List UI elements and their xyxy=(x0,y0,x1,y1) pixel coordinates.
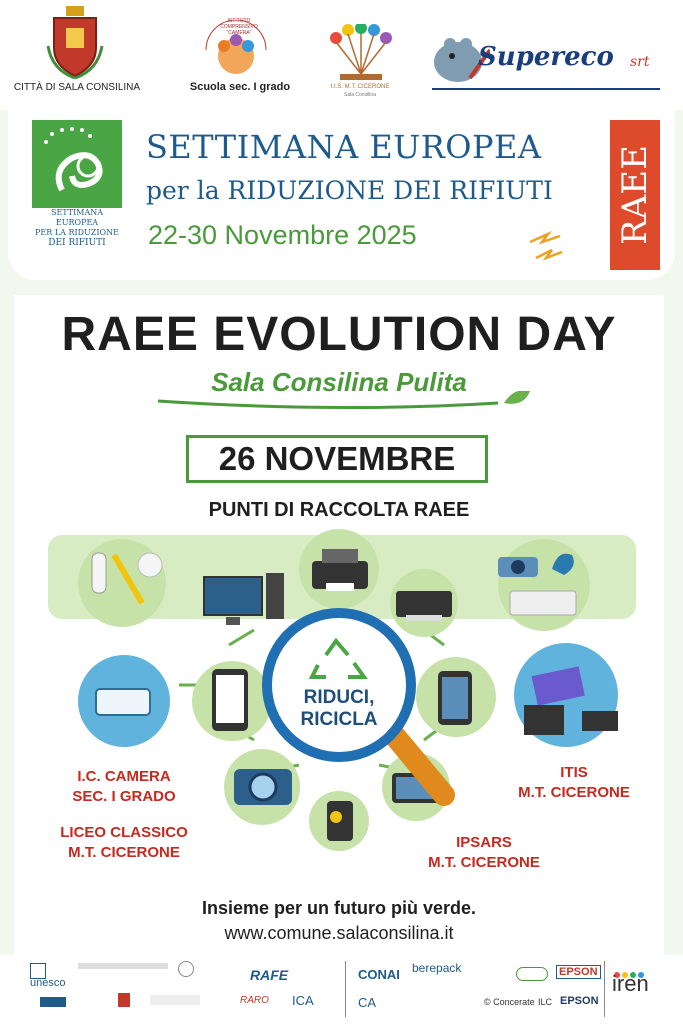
ilc-label: ILC xyxy=(538,997,553,1007)
raee-tag xyxy=(610,120,660,270)
iren-dots-icon xyxy=(614,963,654,971)
center-line2: RICICLA xyxy=(300,709,378,730)
cicerone-label: I.I.S. M.T. CICERONE xyxy=(330,84,390,90)
leaf-swoosh-icon xyxy=(154,391,534,417)
school-label: Scuola sec. I grado xyxy=(189,81,291,93)
raee-tag-label: RAEE xyxy=(615,145,655,245)
footer-divider xyxy=(345,961,346,1017)
website-link[interactable]: www.comune.salaconsilina.it xyxy=(224,923,454,943)
location-ic-camera-line1: I.C. CAMERA xyxy=(77,768,171,785)
banner-title: SETTIMANA EUROPEA xyxy=(146,128,542,166)
concerate-label: © Concerate xyxy=(484,997,535,1007)
school-arc-text: ISTITUTO COMPRENSIVO "CAMERA" xyxy=(220,18,258,36)
bulb-group xyxy=(78,539,166,627)
sponsor-bar1 xyxy=(78,963,168,969)
location-itis-line2: M.T. CICERONE xyxy=(518,784,630,801)
location-ipsars-line2: M.T. CICERONE xyxy=(428,854,540,871)
location-liceo-line1: LICEO CLASSICO xyxy=(60,824,188,841)
ewwr-caption-line1: SETTIMANA EUROPEA xyxy=(50,208,104,227)
unesco-label: unesco xyxy=(30,977,66,989)
sponsor-badge3 xyxy=(150,995,200,1005)
router-group xyxy=(78,655,170,747)
aica-label: ICA xyxy=(292,993,314,1008)
monitor-group xyxy=(204,573,284,625)
hand-recycle-icon xyxy=(32,120,122,208)
event-title: RAEE EVOLUTION DAY xyxy=(61,308,617,361)
location-itis xyxy=(494,763,654,803)
location-liceo xyxy=(34,823,214,863)
rafe-label: RAFE xyxy=(250,967,289,983)
event-date-box: 26 NOVEMBRE xyxy=(186,435,488,483)
sponsor-oval xyxy=(516,967,548,981)
lightning-icon xyxy=(526,228,566,266)
supereco-suffix: srt xyxy=(630,54,650,70)
berepack-label: berepack xyxy=(412,961,462,975)
camera-group xyxy=(224,749,300,825)
smartphone-bottom-group xyxy=(309,791,369,851)
location-itis-line1: ITIS xyxy=(560,764,588,781)
city-label: CITTÀ DI SALA CONSILINA xyxy=(13,82,141,93)
supereco-underline xyxy=(432,88,660,90)
center-slogan xyxy=(278,687,400,731)
sponsor-badge1 xyxy=(40,997,66,1007)
printer2-group xyxy=(390,569,458,637)
sponsor-badge2 xyxy=(118,993,130,1007)
laptop-group xyxy=(514,643,618,747)
location-ic-camera-line2: SEC. I GRADO xyxy=(72,788,176,805)
footer-divider-2 xyxy=(604,961,605,1017)
epson-label-1: EPSON xyxy=(556,965,601,979)
phone-left-group xyxy=(192,661,272,741)
ewwr-caption xyxy=(32,208,122,248)
raro-label: RARO xyxy=(240,995,269,1006)
partner-logos-bar xyxy=(0,0,683,110)
location-liceo-line2: M.T. CICERONE xyxy=(68,844,180,861)
sponsor-footer xyxy=(0,955,683,1024)
location-ipsars-line1: IPSARS xyxy=(456,834,512,851)
center-line1: RIDUCI, xyxy=(303,687,375,708)
closing-text: Insieme per un futuro più verde. xyxy=(201,898,477,918)
appliances-group xyxy=(498,539,590,631)
week-banner xyxy=(8,110,675,280)
banner-dates: 22-30 Novembre 2025 xyxy=(148,220,417,250)
points-heading: PUNTI DI RACCOLTA RAEE xyxy=(208,499,470,521)
tablet-right-group xyxy=(416,657,496,737)
iren-label: iren xyxy=(612,971,649,996)
epson-label-2: EPSON xyxy=(560,995,599,1007)
supereco-name: Supereco xyxy=(478,42,614,72)
banner-subtitle: per la RIDUZIONE DEI RIFIUTI xyxy=(146,176,553,205)
ewwr-logo xyxy=(32,120,122,208)
location-ic-camera xyxy=(34,767,214,807)
cicerone-sub: Sala Consilina xyxy=(344,92,376,98)
location-ipsars xyxy=(404,833,564,873)
conai-label: CONAI xyxy=(358,967,400,982)
event-tagline: Sala Consilina Pulita xyxy=(211,367,467,397)
cicerone-tree-icon xyxy=(328,24,394,84)
city-crest-icon xyxy=(46,6,104,80)
printer-group xyxy=(299,529,379,609)
ca-label: CA xyxy=(358,995,377,1010)
seal-icon xyxy=(178,961,194,977)
ewwr-caption-line3: DEI RIFIUTI xyxy=(48,238,106,248)
ewwr-caption-line2: PER LA RIDUZIONE xyxy=(35,228,119,237)
event-card xyxy=(14,295,664,955)
